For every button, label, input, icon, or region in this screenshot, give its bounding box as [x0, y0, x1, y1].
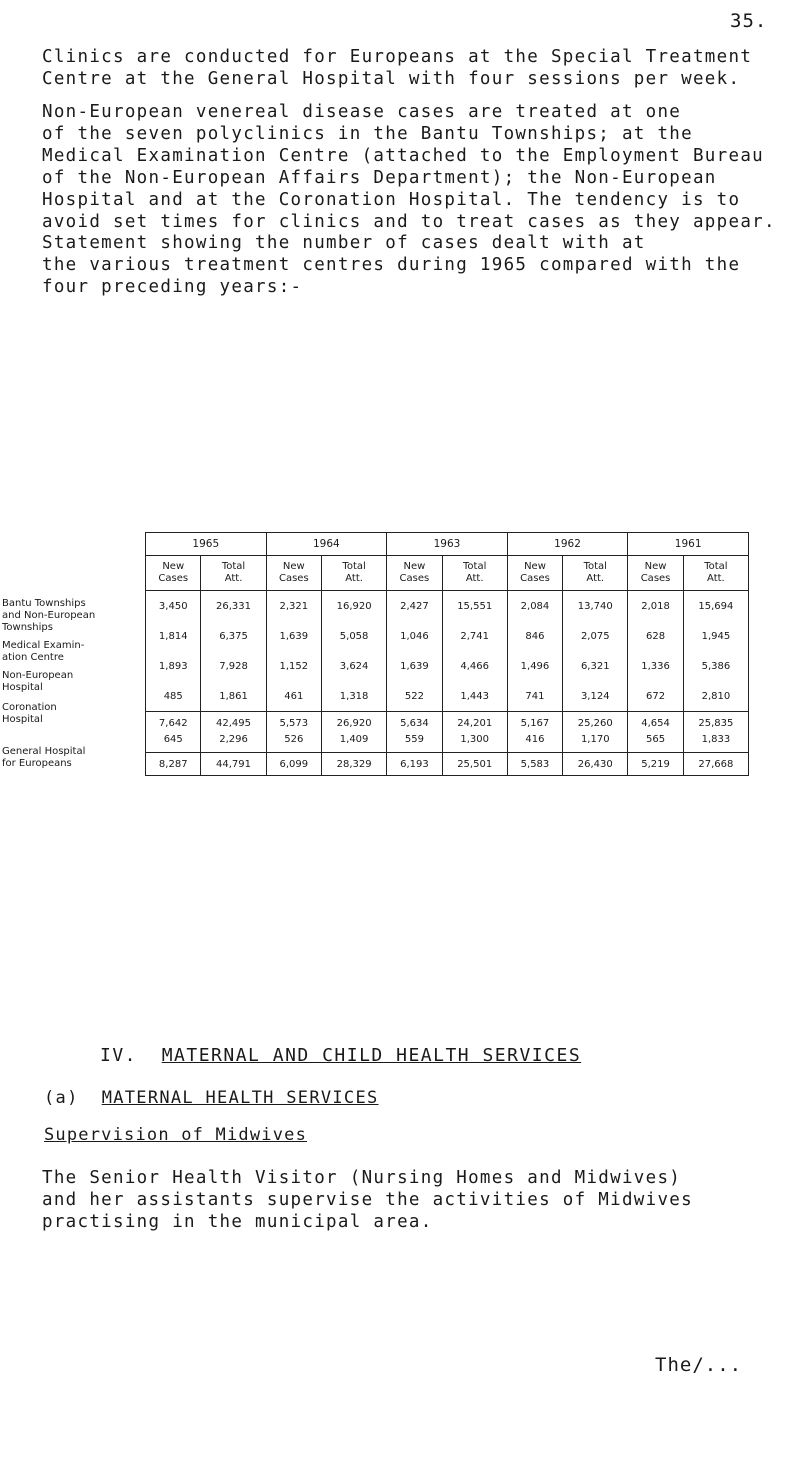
general-hospital-body: [146, 712, 749, 753]
continuation-marker: The/...: [655, 1354, 743, 1376]
minor-heading: Supervision of Midwives: [44, 1125, 308, 1145]
table-cell: 15,694: [683, 591, 748, 622]
table-cell: 3,124: [563, 681, 628, 712]
table-cell: 5,167 416: [507, 712, 562, 753]
table-row: [146, 681, 749, 712]
table-row: [146, 651, 749, 681]
table-cell: 1,152: [266, 651, 321, 681]
table-cell: 461: [266, 681, 321, 712]
new-cases-header: New Cases: [387, 556, 442, 591]
table-cell: 672: [628, 681, 683, 712]
paragraph-non-european-cases: Non-European venereal disease cases are treated at one of the seven polyclinics in the Bantu Townships; at the Medical Examination Centre (attached to the Employment Bureau of the Non-European Affairs Department); the Non-European Hospital and at the Coronation Hospital. The tendency is to avoid set times for clinics and to treat cases as they appear.: [42, 102, 776, 232]
table-cell: 25,260 1,170: [563, 712, 628, 753]
table-cell: 1,861: [201, 681, 266, 712]
table-cell: 7,928: [201, 651, 266, 681]
total-cell: 5,219: [628, 753, 683, 776]
table-cell: 16,920: [322, 591, 387, 622]
table-cell: 3,624: [322, 651, 387, 681]
table-cell: 42,495 2,296: [201, 712, 266, 753]
section-number: IV.: [100, 1045, 138, 1066]
table-cell: 1,893: [146, 651, 201, 681]
table-cell: 6,375: [201, 621, 266, 651]
table-cell: 6,321: [563, 651, 628, 681]
new-cases-header: New Cases: [266, 556, 321, 591]
total-att-header: Total Att.: [563, 556, 628, 591]
table-cell: 1,639: [266, 621, 321, 651]
table-row-totals: [146, 753, 749, 776]
table-cell: 846: [507, 621, 562, 651]
table-row: [146, 591, 749, 622]
table-cell: 3,450: [146, 591, 201, 622]
year-header: 1965: [146, 533, 267, 556]
paragraph-clinics-europeans: Clinics are conducted for Europeans at the Special Treatment Centre at the General Hospital with four sessions per week.: [42, 47, 753, 89]
year-header: 1963: [387, 533, 508, 556]
table-cell: 13,740: [563, 591, 628, 622]
cases-table: [145, 532, 749, 776]
year-header-row: [146, 533, 749, 556]
table-cell: 2,321: [266, 591, 321, 622]
year-header: 1964: [266, 533, 387, 556]
table-cell: 25,835 1,833: [683, 712, 748, 753]
new-cases-header: New Cases: [507, 556, 562, 591]
table-cell: 2,427: [387, 591, 442, 622]
table-cell: 1,945: [683, 621, 748, 651]
sub-heading-label: (a): [44, 1088, 79, 1108]
section-title: MATERNAL AND CHILD HEALTH SERVICES: [161, 1045, 582, 1066]
table-cell: 4,654 565: [628, 712, 683, 753]
sub-heading-title: MATERNAL HEALTH SERVICES: [101, 1088, 379, 1108]
total-cell: 26,430: [563, 753, 628, 776]
row-label-general-hospital: General Hospital for Europeans: [2, 746, 86, 769]
total-att-header: Total Att.: [442, 556, 507, 591]
row-label-medical-examination: Medical Examin- ation Centre: [2, 640, 85, 663]
year-header: 1961: [628, 533, 749, 556]
table-cell: 26,331: [201, 591, 266, 622]
table-row: [146, 621, 749, 651]
paragraph-statement-intro: Statement showing the number of cases dealt with at the various treatment centres during 1965 compared with the four preceding years:-: [42, 233, 741, 297]
total-cell: 25,501: [442, 753, 507, 776]
table-cell: 26,920 1,409: [322, 712, 387, 753]
table-cell: 5,573 526: [266, 712, 321, 753]
total-cell: 8,287: [146, 753, 201, 776]
table-row-general-hospital: [146, 712, 749, 753]
table-cell: 24,201 1,300: [442, 712, 507, 753]
section-heading: [100, 1045, 581, 1066]
table-cell: 2,018: [628, 591, 683, 622]
table-body: [146, 591, 749, 712]
table-cell: 1,639: [387, 651, 442, 681]
table-cell: 7,642 645: [146, 712, 201, 753]
new-cases-header: New Cases: [628, 556, 683, 591]
total-cell: 44,791: [201, 753, 266, 776]
total-att-header: Total Att.: [322, 556, 387, 591]
total-cell: 6,193: [387, 753, 442, 776]
total-cell: 6,099: [266, 753, 321, 776]
page-number: 35.: [730, 10, 768, 32]
total-att-header: Total Att.: [683, 556, 748, 591]
table-cell: 2,084: [507, 591, 562, 622]
table-cell: 1,496: [507, 651, 562, 681]
table-cell: 485: [146, 681, 201, 712]
total-cell: 28,329: [322, 753, 387, 776]
total-cell: 5,583: [507, 753, 562, 776]
table-cell: 522: [387, 681, 442, 712]
row-label-coronation-hospital: Coronation Hospital: [2, 702, 57, 725]
table-cell: 2,741: [442, 621, 507, 651]
new-cases-header: New Cases: [146, 556, 201, 591]
table-cell: 2,810: [683, 681, 748, 712]
table-cell: 5,386: [683, 651, 748, 681]
paragraph-midwives: The Senior Health Visitor (Nursing Homes and Midwives) and her assistants supervise the activities of Midwives practising in the municipal area.: [42, 1168, 693, 1232]
table-cell: 741: [507, 681, 562, 712]
totals-body: [146, 753, 749, 776]
table-cell: 15,551: [442, 591, 507, 622]
table-cell: 1,318: [322, 681, 387, 712]
sub-header-row: [146, 556, 749, 591]
sub-heading: [44, 1088, 379, 1108]
table-cell: 628: [628, 621, 683, 651]
year-header: 1962: [507, 533, 628, 556]
table-cell: 1,336: [628, 651, 683, 681]
table-cell: 5,634 559: [387, 712, 442, 753]
total-att-header: Total Att.: [201, 556, 266, 591]
table-cell: 5,058: [322, 621, 387, 651]
total-cell: 27,668: [683, 753, 748, 776]
table-cell: 4,466: [442, 651, 507, 681]
table-cell: 2,075: [563, 621, 628, 651]
table-cell: 1,046: [387, 621, 442, 651]
table-cell: 1,814: [146, 621, 201, 651]
table-cell: 1,443: [442, 681, 507, 712]
row-label-bantu-townships: Bantu Townships and Non-European Townships: [2, 598, 96, 633]
row-label-non-european-hospital: Non-European Hospital: [2, 670, 74, 693]
